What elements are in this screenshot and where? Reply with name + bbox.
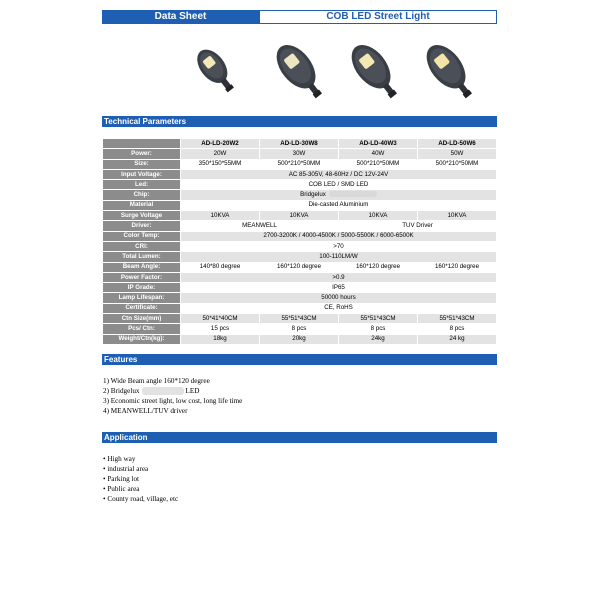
- table-row: [103, 293, 497, 303]
- table-row: [103, 314, 497, 324]
- row-label: Size:: [103, 159, 181, 169]
- row-value: [181, 241, 497, 251]
- row-value-text: Bridgelux: [300, 191, 326, 199]
- application-item: • industrial area: [103, 465, 149, 473]
- features-list: [103, 376, 242, 416]
- row-value: 8 pcs: [260, 324, 339, 334]
- row-value-text: COB LED / SMD LED: [308, 180, 369, 188]
- row-value: [181, 180, 497, 190]
- row-value: 10KVA: [418, 211, 497, 221]
- table-row: [103, 221, 497, 231]
- table-row: [103, 211, 497, 221]
- row-value-text: CE, RoHS: [324, 304, 353, 312]
- row-label: CRI:: [103, 241, 181, 251]
- table-row: [103, 149, 497, 159]
- row-value: 20W: [181, 149, 260, 159]
- table-row: [103, 303, 497, 313]
- table-header-row: [103, 139, 497, 149]
- row-label: Beam Angle:: [103, 262, 181, 272]
- row-value: 140*80 degree: [181, 262, 260, 272]
- feature-item: 1) Wide Beam angle 160*120 degree: [103, 377, 210, 385]
- row-label: Lamp Lifespan:: [103, 293, 181, 303]
- row-value: 55*51*43CM: [418, 314, 497, 324]
- table-row: [103, 200, 497, 210]
- row-value: [181, 252, 497, 262]
- feature-item: [103, 386, 242, 396]
- application-list: [103, 454, 178, 504]
- row-value-text: AC 85-305V, 48-60Hz / DC 12V-24V: [288, 170, 389, 178]
- row-value: [181, 169, 497, 179]
- model-header: AD-LD-20W2: [181, 139, 260, 149]
- row-value: 50W: [418, 149, 497, 159]
- row-value: 500*210*50MM: [339, 159, 418, 169]
- row-label: Weight/Ctn(kg):: [103, 334, 181, 344]
- redacted-text: [142, 387, 184, 395]
- table-row: [103, 190, 497, 200]
- row-value: 30W: [260, 149, 339, 159]
- row-value: MEANWELL: [181, 221, 339, 231]
- row-value: TUV Driver: [339, 221, 497, 231]
- technical-parameters-table: [102, 138, 497, 345]
- street-light-icon: [192, 45, 240, 97]
- row-label: Material: [103, 200, 181, 210]
- street-light-icon: [345, 40, 407, 106]
- row-value: [181, 200, 497, 210]
- row-value: 10KVA: [181, 211, 260, 221]
- row-value-text: 2700-3200K / 4000-4500K / 5000-5500K / 6000-6500K: [263, 232, 414, 240]
- row-value: 160*120 degree: [418, 262, 497, 272]
- row-value: 10KVA: [339, 211, 418, 221]
- application-item: • High way: [103, 455, 136, 463]
- row-label: Surge Voltage: [103, 211, 181, 221]
- row-value: 55*51*43CM: [339, 314, 418, 324]
- application-item: • Public area: [103, 485, 140, 493]
- model-header: AD-LD-40W3: [339, 139, 418, 149]
- technical-parameters-title: Technical Parameters: [102, 116, 497, 127]
- row-value: 10KVA: [260, 211, 339, 221]
- row-value: 15 pcs: [181, 324, 260, 334]
- table-row: [103, 241, 497, 251]
- feature-item: 4) MEANWELL/TUV driver: [103, 407, 188, 415]
- row-value: 350*150*55MM: [181, 159, 260, 169]
- datasheet-header: [102, 10, 497, 24]
- row-value: 500*210*50MM: [418, 159, 497, 169]
- row-value: [181, 303, 497, 313]
- row-value-text: Die-casted Aluminium: [308, 201, 369, 209]
- row-value-text: IP65: [332, 283, 345, 291]
- street-light-icon: [270, 40, 332, 106]
- table-row: [103, 231, 497, 241]
- table-row: [103, 169, 497, 179]
- street-light-icon: [420, 40, 482, 106]
- row-value: [181, 293, 497, 303]
- application-title: Application: [102, 432, 497, 443]
- table-row: [103, 272, 497, 282]
- row-label: Certificate:: [103, 303, 181, 313]
- model-header: AD-LD-50W6: [418, 139, 497, 149]
- row-value: [181, 190, 497, 200]
- row-value: 18kg: [181, 334, 260, 344]
- row-label: Chip:: [103, 190, 181, 200]
- row-value: [181, 272, 497, 282]
- table-row: [103, 159, 497, 169]
- row-value: 24 kg: [418, 334, 497, 344]
- table-row: [103, 324, 497, 334]
- model-header: AD-LD-30W8: [260, 139, 339, 149]
- header-right-title: COB LED Street Light: [259, 10, 497, 24]
- header-left-title: Data Sheet: [102, 10, 259, 24]
- row-label: Driver:: [103, 221, 181, 231]
- row-label: Power:: [103, 149, 181, 159]
- product-images: [0, 40, 600, 110]
- row-value: [181, 231, 497, 241]
- row-value-text: 100-110LM/W: [319, 252, 358, 260]
- row-label: Total Lumen:: [103, 252, 181, 262]
- feature-item-suffix: LED: [185, 387, 200, 395]
- feature-item: 3) Economic street light, low cost, long life time: [103, 397, 243, 405]
- row-label: Power Factor:: [103, 272, 181, 282]
- row-value: 20kg: [260, 334, 339, 344]
- row-value: 8 pcs: [339, 324, 418, 334]
- row-label: Ctn Size(mm): [103, 314, 181, 324]
- table-row: [103, 283, 497, 293]
- row-value: 50*41*40CM: [181, 314, 260, 324]
- row-value-text: >0.9: [332, 273, 345, 281]
- row-value: 160*120 degree: [339, 262, 418, 272]
- redacted-text: [329, 191, 377, 197]
- row-value: 500*210*50MM: [260, 159, 339, 169]
- row-value: 160*120 degree: [260, 262, 339, 272]
- row-value: 24kg: [339, 334, 418, 344]
- row-value: [181, 283, 497, 293]
- table-row: [103, 334, 497, 344]
- row-value: 55*51*43CM: [260, 314, 339, 324]
- row-label: IP Grade:: [103, 283, 181, 293]
- row-label: Led:: [103, 180, 181, 190]
- table-header-blank: [103, 139, 181, 149]
- row-value: 8 pcs: [418, 324, 497, 334]
- row-label: Input Voltage:: [103, 169, 181, 179]
- table-row: [103, 180, 497, 190]
- feature-item-text: 2) Bridgelux: [103, 387, 140, 395]
- row-label: Color Temp:: [103, 231, 181, 241]
- row-label: Pcs/ Ctn:: [103, 324, 181, 334]
- table-row: [103, 252, 497, 262]
- features-title: Features: [102, 354, 497, 365]
- row-value-text: >70: [333, 242, 344, 250]
- row-value: 40W: [339, 149, 418, 159]
- table-row: [103, 262, 497, 272]
- application-item: • County road, village, etc: [103, 495, 179, 503]
- application-item: • Parking lot: [103, 475, 140, 483]
- row-value-text: 50000 hours: [321, 294, 356, 302]
